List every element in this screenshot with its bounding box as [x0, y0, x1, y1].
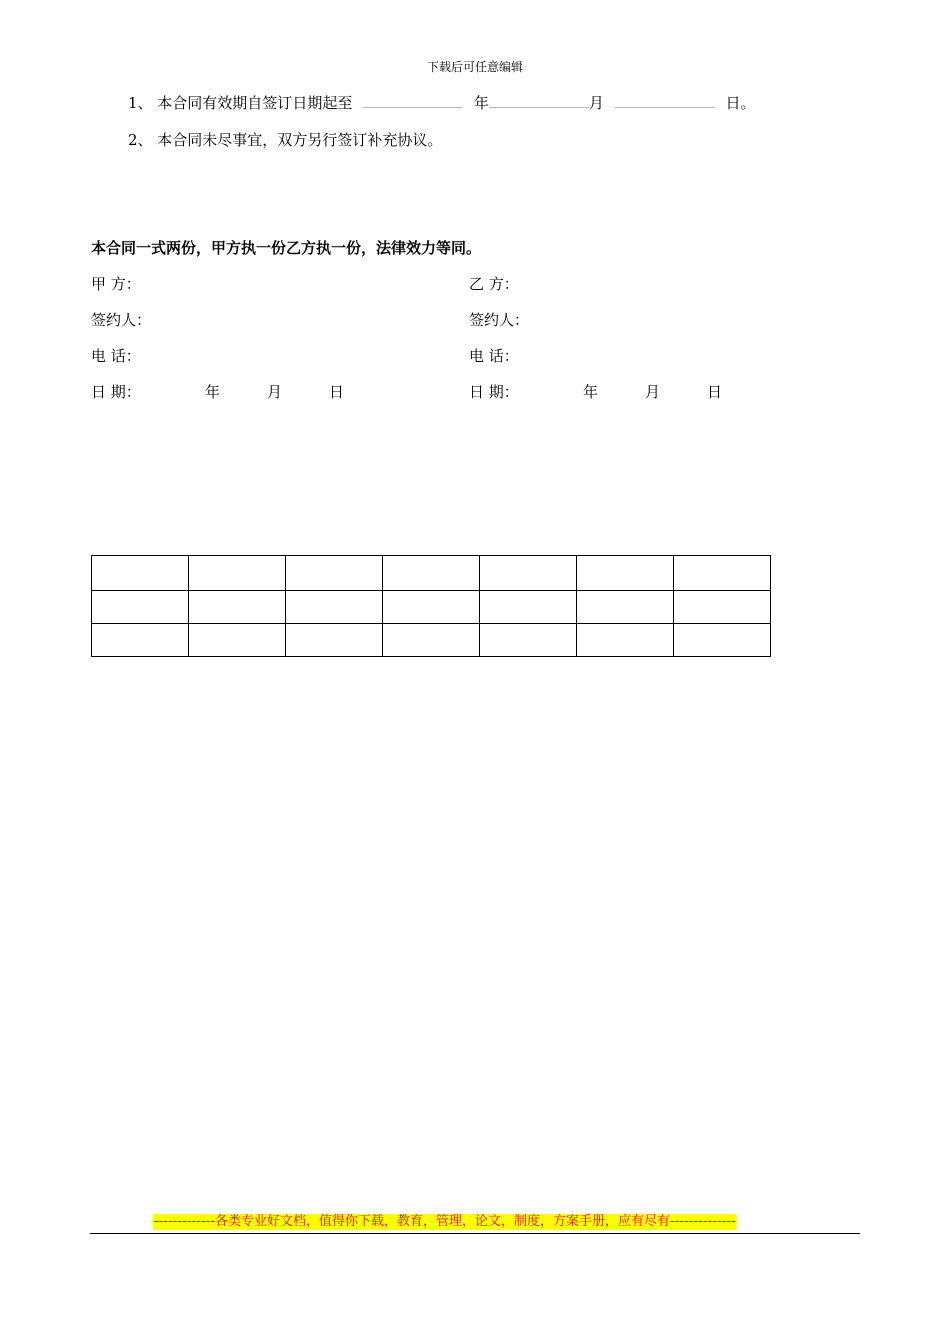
table-cell[interactable]	[92, 624, 189, 657]
party-a-signer-label: 签约人：	[91, 311, 152, 329]
year-blank[interactable]	[363, 93, 463, 108]
party-b-date-day: 日	[707, 383, 723, 401]
party-a-phone-label: 电 话：	[91, 347, 141, 365]
clause-1-month: 月	[588, 94, 604, 112]
table-cell[interactable]	[480, 624, 577, 657]
table-cell[interactable]	[577, 591, 674, 624]
table-cell[interactable]	[577, 624, 674, 657]
day-blank[interactable]	[615, 93, 715, 108]
table-cell[interactable]	[674, 624, 771, 657]
party-a-date-day: 日	[329, 383, 345, 401]
clause-1-year: 年	[473, 94, 489, 112]
table-cell[interactable]	[189, 556, 286, 591]
table-cell[interactable]	[286, 624, 383, 657]
footer-divider	[90, 1233, 860, 1234]
page-header: 下载后可任意编辑	[426, 60, 523, 74]
party-b-name-label: 乙 方：	[469, 275, 519, 293]
table-cell[interactable]	[383, 591, 480, 624]
table-cell[interactable]	[92, 556, 189, 591]
clause-2: 2、 本合同未尽事宜，双方另行签订补充协议。	[128, 131, 443, 149]
table-cell[interactable]	[189, 591, 286, 624]
party-a-date-label: 日 期：	[91, 383, 141, 401]
table-cell[interactable]	[92, 591, 189, 624]
party-a-name-label: 甲 方：	[91, 275, 141, 293]
table-cell[interactable]	[480, 591, 577, 624]
table-cell[interactable]	[674, 556, 771, 591]
table-row	[92, 556, 771, 591]
party-b-date-month: 月	[645, 383, 661, 401]
table-cell[interactable]	[383, 624, 480, 657]
footer-banner: -------------各类专业好文档，值得你下载，教育，管理，论文，制度，方案手册，应有尽有--------------	[154, 1214, 736, 1229]
table-cell[interactable]	[286, 591, 383, 624]
table-row	[92, 624, 771, 657]
clause-1-text: 1、 本合同有效期自签订日期起至	[128, 94, 353, 112]
table-cell[interactable]	[189, 624, 286, 657]
party-b-date-year: 年	[583, 383, 599, 401]
party-b-signer-label: 签约人：	[469, 311, 530, 329]
table-row	[92, 591, 771, 624]
month-blank[interactable]	[489, 93, 589, 108]
table-cell[interactable]	[480, 556, 577, 591]
table-cell[interactable]	[577, 556, 674, 591]
table-cell[interactable]	[674, 591, 771, 624]
clause-1-day: 日。	[725, 94, 756, 112]
copies-statement: 本合同一式两份，甲方执一份乙方执一份，法律效力等同。	[91, 239, 482, 257]
clause-1	[128, 92, 756, 113]
party-b-date-label: 日 期：	[469, 383, 519, 401]
table-cell[interactable]	[383, 556, 480, 591]
empty-table	[91, 555, 771, 657]
party-a-date-year: 年	[205, 383, 221, 401]
party-b-phone-label: 电 话：	[469, 347, 519, 365]
party-a-date-month: 月	[267, 383, 283, 401]
table-cell[interactable]	[286, 556, 383, 591]
